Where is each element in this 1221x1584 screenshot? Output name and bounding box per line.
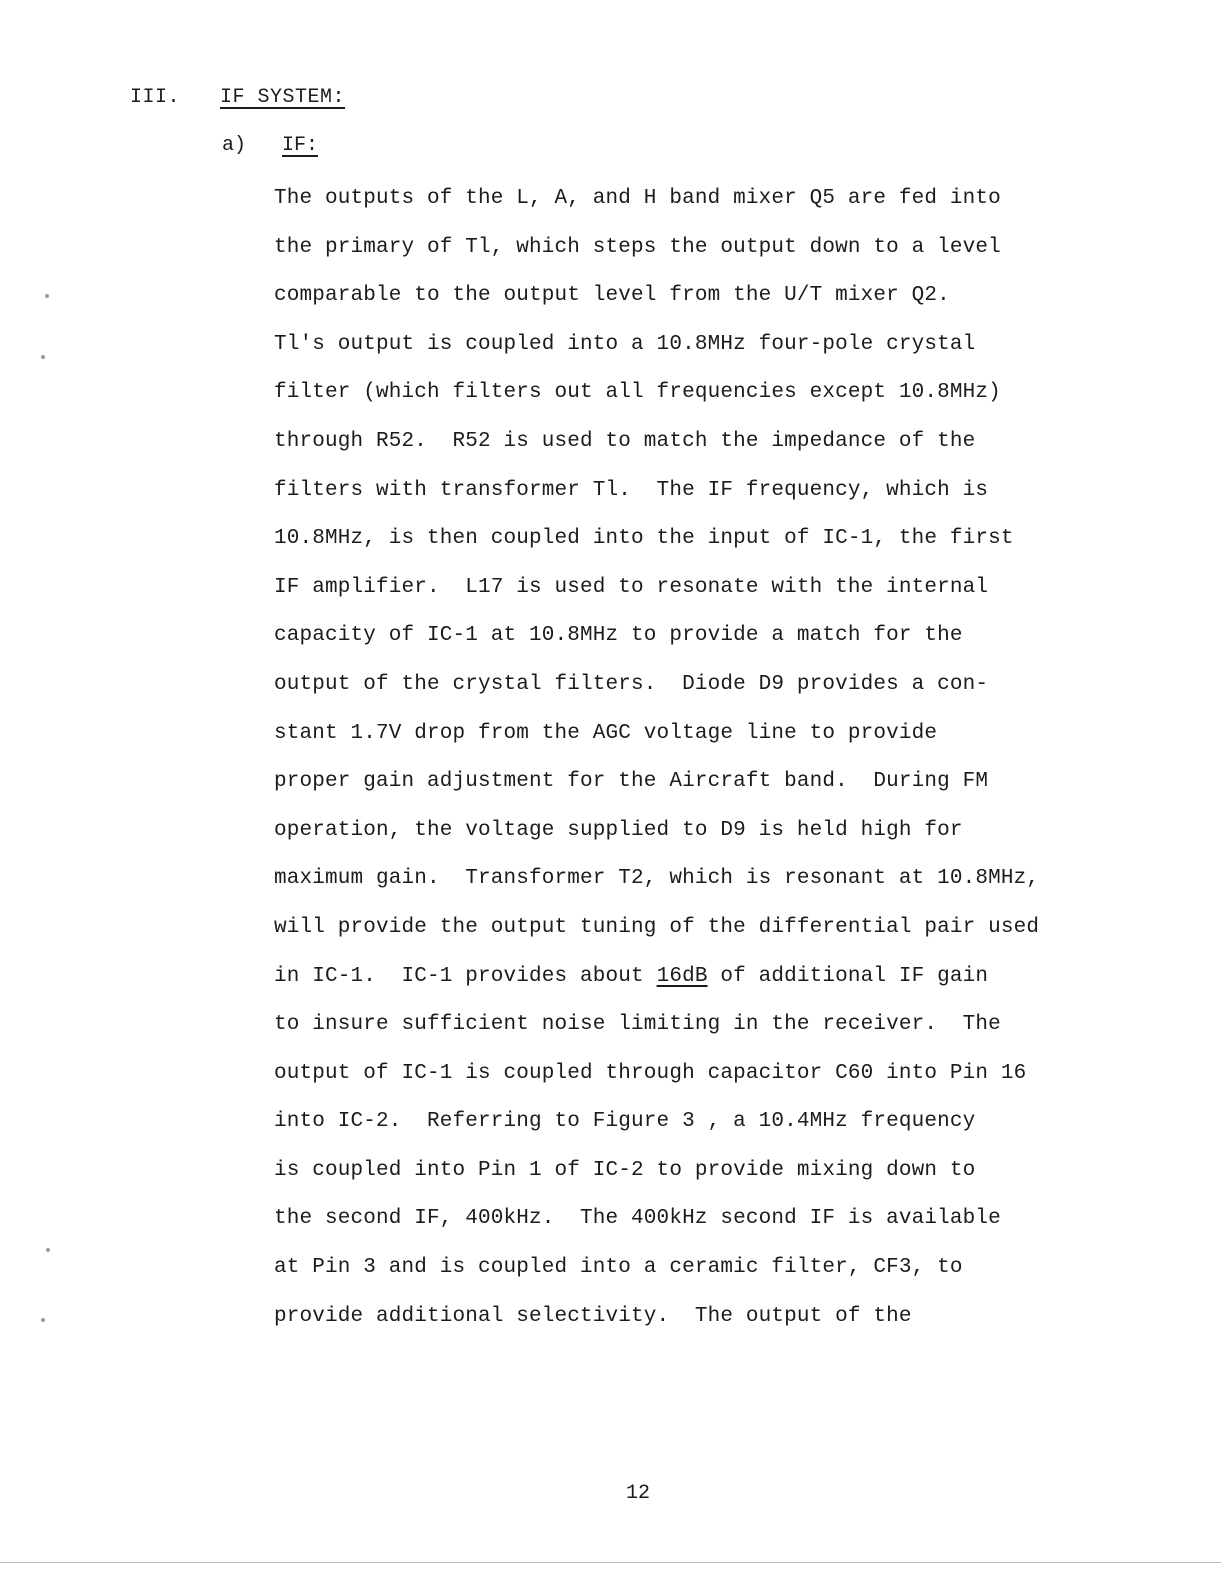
text-line: proper gain adjustment for the Aircraft band. During FM: [274, 770, 989, 794]
text-line: maximum gain. Transformer T2, which is resonant at 10.8MHz,: [274, 867, 1040, 891]
subsection-heading: [222, 134, 318, 157]
scan-speck: [45, 294, 49, 298]
text-line: comparable to the output level from the U/T mixer Q2.: [274, 284, 950, 308]
text-line: at Pin 3 and is coupled into a ceramic filter, CF3, to: [274, 1256, 963, 1280]
page-edge-line: [0, 1562, 1221, 1563]
text-line: filter (which filters out all frequencies except 10.8MHz): [274, 381, 1001, 405]
text-line: the second IF, 400kHz. The 400kHz second IF is available: [274, 1207, 1001, 1231]
page-number: 12: [625, 1482, 650, 1505]
subsection-title: IF:: [282, 134, 319, 157]
body-text: [274, 184, 1174, 1350]
text-line: output of IC-1 is coupled through capacitor C60 into Pin 16: [274, 1061, 1027, 1085]
scan-speck: [41, 1318, 45, 1322]
section-title: IF SYSTEM:: [220, 86, 346, 109]
section-number: III.: [130, 86, 181, 109]
text-line: filters with transformer Tl. The IF frequency, which is: [274, 478, 989, 502]
text-line: provide additional selectivity. The output of the: [274, 1304, 912, 1328]
subsection-letter: a): [222, 134, 247, 157]
text-line: capacity of IC-1 at 10.8MHz to provide a match for the: [274, 624, 963, 648]
text-line: IF amplifier. L17 is used to resonate with the internal: [274, 575, 989, 599]
text-line: is coupled into Pin 1 of IC-2 to provide mixing down to: [274, 1158, 976, 1182]
text-line: output of the crystal filters. Diode D9 provides a con-: [274, 672, 989, 696]
text-line: the primary of Tl, which steps the output down to a level: [274, 235, 1001, 259]
text-line: stant 1.7V drop from the AGC voltage line to provide: [274, 721, 938, 745]
text-line: The outputs of the L, A, and H band mixer Q5 are fed into: [274, 187, 1001, 210]
line-part: of additional IF gain: [707, 964, 989, 988]
scan-speck: [46, 1248, 50, 1252]
text-line: operation, the voltage supplied to D9 is held high for: [274, 818, 963, 842]
text-line: through R52. R52 is used to match the impedance of the: [274, 429, 976, 453]
text-line: Tl's output is coupled into a 10.8MHz four-pole crystal: [274, 332, 976, 356]
line-part: in IC-1. IC-1 provides about: [274, 964, 657, 988]
underlined-gain-value: 16dB: [656, 964, 708, 988]
text-line: will provide the output tuning of the differential pair used: [274, 915, 1040, 939]
text-line: into IC-2. Referring to Figure 3 , a 10.4MHz frequency: [274, 1110, 976, 1134]
text-line-with-emphasis: [274, 962, 1174, 1011]
scan-speck: [41, 355, 45, 359]
text-line: 10.8MHz, is then coupled into the input of IC-1, the first: [274, 527, 1014, 551]
section-heading: [130, 86, 345, 109]
text-line: to insure sufficient noise limiting in the receiver. The: [274, 1013, 1001, 1037]
